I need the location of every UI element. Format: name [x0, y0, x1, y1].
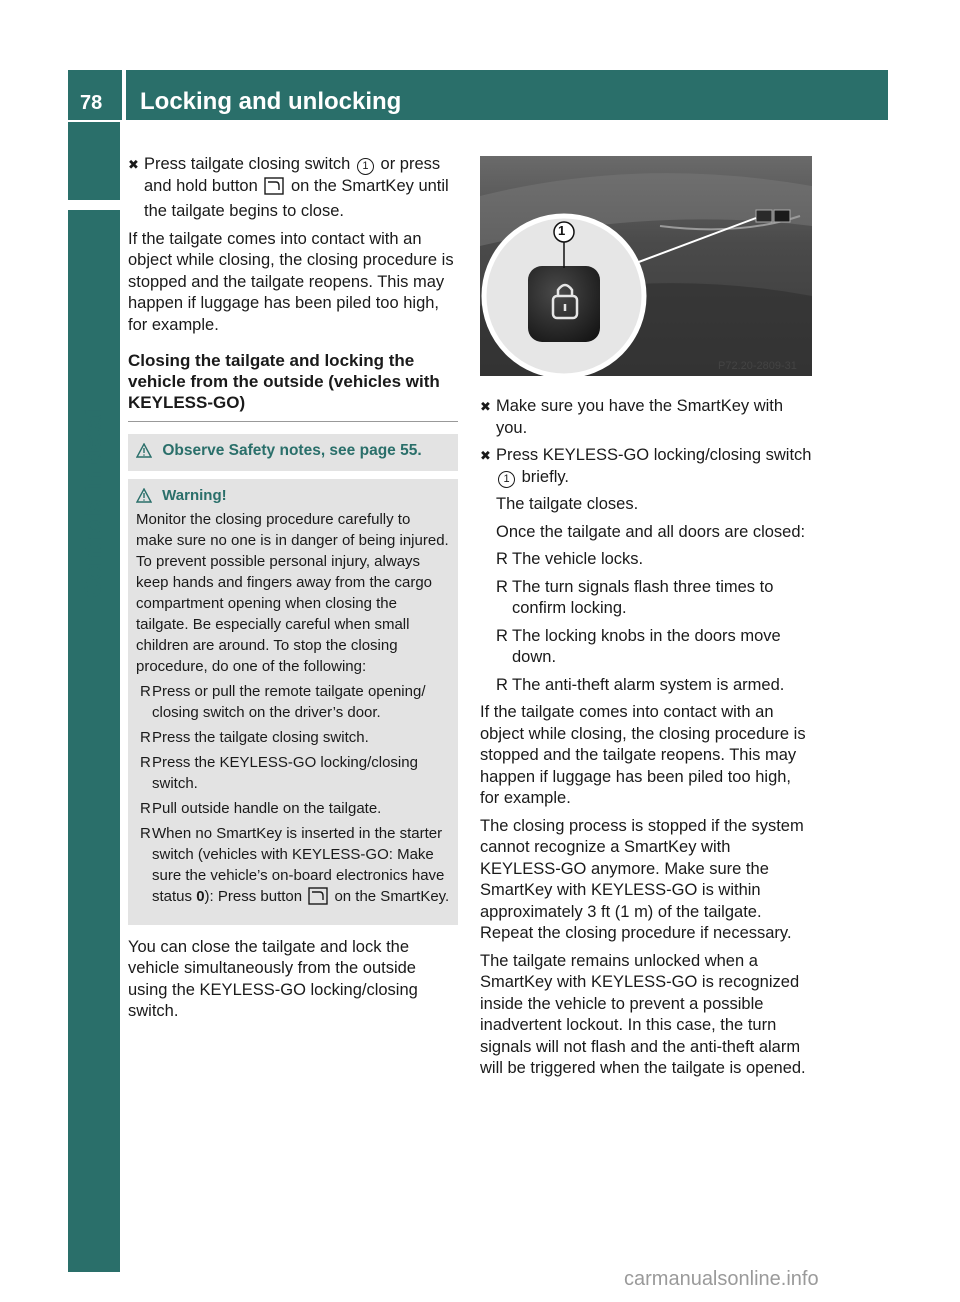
section-label: Controls in detail: [80, 401, 107, 599]
list-item: R The locking knobs in the doors move down.: [496, 626, 781, 666]
warning-triangle-icon: [136, 488, 152, 509]
page-title: Locking and unlocking: [140, 88, 402, 115]
result-text: Once the tailgate and all doors are closed:: [496, 522, 806, 541]
instruction-step: ✖ Press KEYLESS-GO locking/closing switch 1 briefly.: [480, 446, 812, 486]
list-item: R The vehicle locks.: [496, 550, 644, 568]
safety-note: Observe Safety notes, see page 55.: [128, 434, 458, 471]
warning-text: Monitor the closing procedure carefully to make sure no one is in danger of being injured. To prevent possible personal injury, always keep hands and fingers away from the cargo compartment opening when closing the tailgate. Be especially careful when small children are around. To stop the closing procedure, do one of the following:: [136, 510, 449, 675]
right-column: [480, 396, 812, 1086]
list-item: R The turn signals flash three times to confirm locking.: [496, 577, 774, 617]
paragraph: The tailgate remains unlocked when a SmartKey with KEYLESS-GO is recognized inside the vehicle to prevent a possible inadvertent lockout. In this case, the turn signals will not flash and the anti-theft alarm will be triggered when the tailgate is opened.: [480, 951, 806, 1077]
callout-number: 1: [357, 158, 374, 175]
side-tab: [68, 122, 120, 1272]
step-arrow-icon: ✖: [480, 448, 491, 463]
warning-box: [128, 479, 458, 925]
page-number: 78: [80, 92, 103, 114]
list-item: R Press or pull the remote tailgate opening/ closing switch on the driver’s door.: [140, 682, 426, 721]
list-item: R Press the KEYLESS-GO locking/closing switch.: [140, 753, 418, 792]
tailgate-key-icon: [308, 887, 328, 911]
warning-heading: Warning!: [136, 485, 450, 509]
paragraph: If the tailgate comes into contact with an object while closing, the closing procedure is stopped and the tailgate reopens. This may happen if luggage has been piled too high, for example.: [128, 229, 454, 334]
tailgate-key-icon: [264, 177, 284, 202]
tailgate-switch-figure: [480, 156, 812, 376]
result-text: The tailgate closes.: [496, 495, 639, 513]
figure-callout: 1: [558, 223, 566, 238]
list-item: R Pull outside handle on the tailgate.: [140, 799, 382, 817]
section-heading: Closing the tailgate and locking the vehicle from the outside (vehicles with KEYLESS-GO): [128, 350, 458, 422]
watermark: carmanualsonline.info: [624, 1268, 819, 1290]
figure-code: P72.20-2809-31: [718, 360, 797, 372]
step-arrow-icon: ✖: [128, 157, 139, 172]
paragraph: The closing process is stopped if the system cannot recognize a SmartKey with KEYLESS-GO anymore. Make sure the SmartKey with KEYLESS-GO is within approximately 3 ft (1 m) of the tailgate. Repeat the closing procedure if necessary.: [480, 816, 804, 942]
side-tab-divider: [68, 200, 120, 210]
instruction-step: ✖ Make sure you have the SmartKey with you.: [480, 397, 784, 437]
header-divider: [122, 70, 126, 120]
instruction-step: ✖ Press tailgate closing switch 1 or press and hold button on the SmartKey until the tailgate begins to close.: [128, 155, 449, 220]
list-item: R When no SmartKey is inserted in the starter switch (vehicles with KEYLESS-GO: Make sure the vehicle’s on-board electronics have status 0): Press button on the SmartKey.: [136, 823, 450, 911]
callout-number: 1: [498, 471, 515, 488]
left-column: [128, 154, 458, 1029]
paragraph: If the tailgate comes into contact with an object while closing, the closing procedure is stopped and the tailgate reopens. This may happen if luggage has been piled too high, for example.: [480, 703, 806, 807]
paragraph: You can close the tailgate and lock the vehicle simultaneously from the outside using the KEYLESS-GO locking/closing switch.: [128, 937, 418, 1020]
warning-triangle-icon: [136, 443, 152, 465]
step-arrow-icon: ✖: [480, 399, 491, 414]
list-item: R Press the tailgate closing switch.: [140, 728, 369, 746]
list-item: R The anti-theft alarm system is armed.: [496, 675, 785, 694]
